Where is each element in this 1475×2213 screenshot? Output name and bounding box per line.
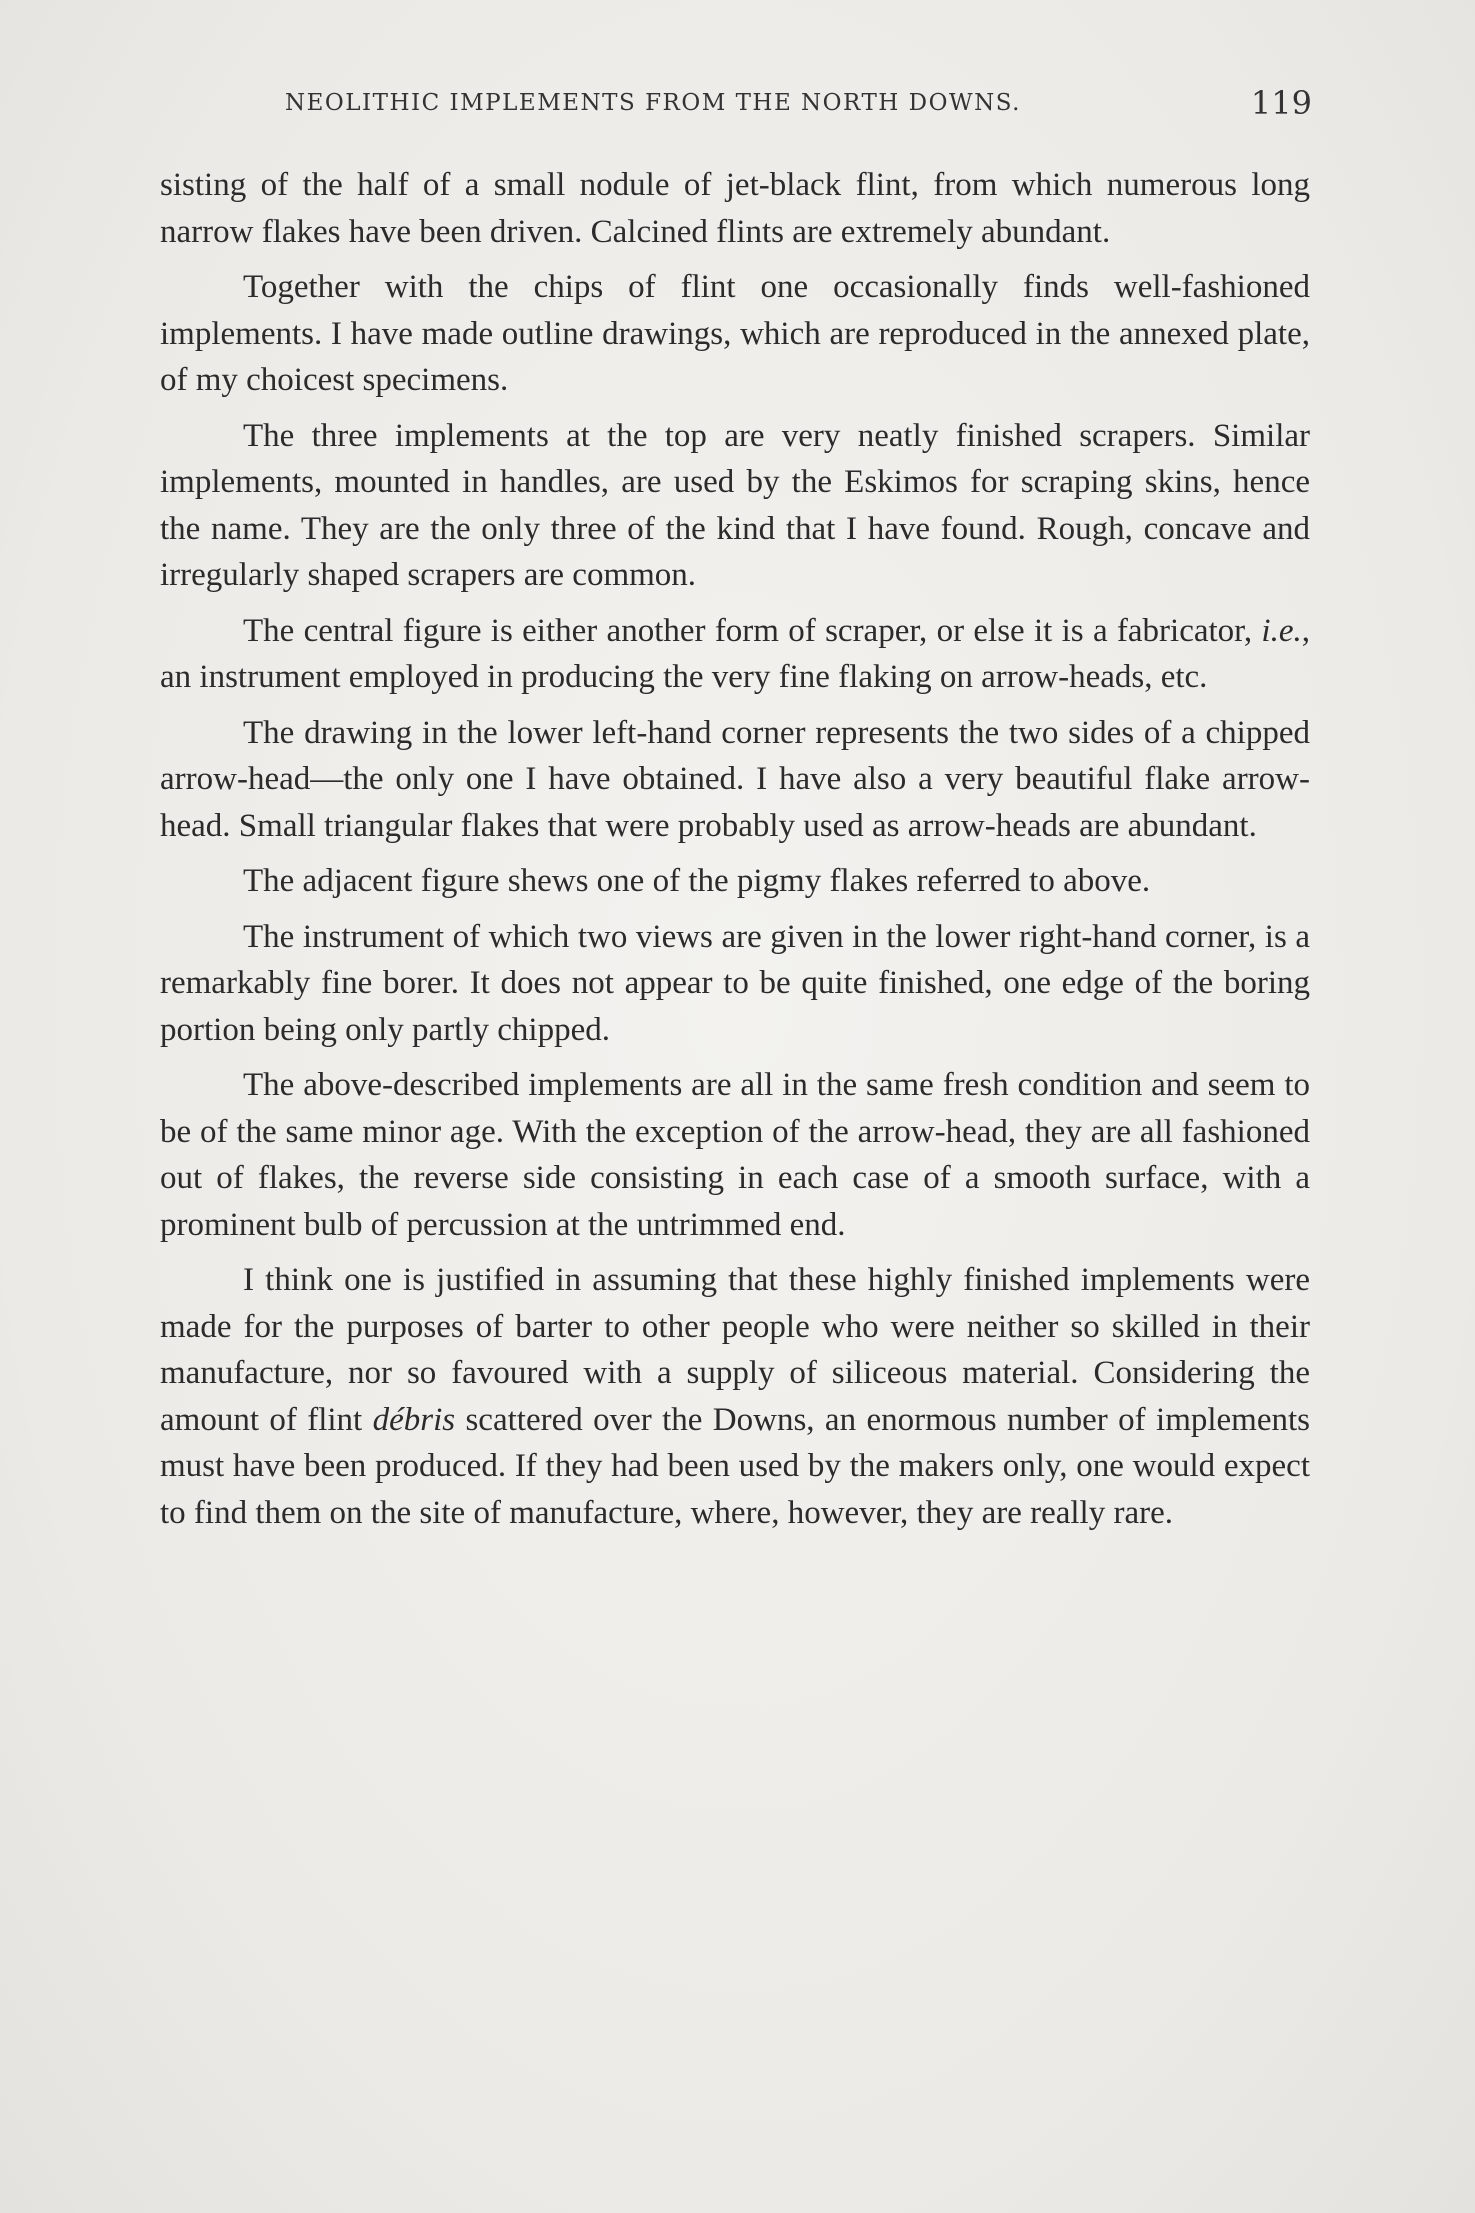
paragraph-8: The above-described implements are all in the same fresh condition and seem to be of the same minor age. With the exception of the arrow-head, they are all fashioned out of flakes, the reverse side consisting in each case of a smooth surface, with a prominent bulb of percussion at the untrimmed end. <box>160 1067 1310 1243</box>
paragraph-9-text-a: I think one is justified in assuming that these highly finished implements were made for the purposes of barter to other people who were neither so skilled in their manufacture, nor so favoured with a supply of siliceous material. Considering the amount of flint <box>160 1262 1310 1438</box>
paragraph-7: The instrument of which two views are given in the lower right-hand corner, is a remarkably fine borer. It does not appear to be quite finished, one edge of the boring portion being only partly chipped. <box>160 918 1310 1048</box>
paragraph-9-text-b: scattered over the Downs, an enormous number of implements must have been produced. If they had been used by the makers only, one would expect to find them on the site of manufacture, where, however, they are really rare. <box>160 1401 1310 1531</box>
body-text <box>160 162 1310 1545</box>
paragraph-1: sisting of the half of a small nodule of jet-black flint, from which numerous long narrow flakes have been driven. Calcined flints are extremely abundant. <box>160 167 1310 250</box>
paragraph-4-text-b: , an instrument employed in producing the very fine flaking on arrow-heads, etc. <box>160 612 1310 695</box>
paragraph-2: Together with the chips of flint one occasionally finds well-fashioned implements. I have made outline drawings, which are reproduced in the annexed plate, of my choicest specimens. <box>160 269 1310 398</box>
page-header <box>160 84 1320 128</box>
paragraph-6: The adjacent figure shews one of the pigmy flakes referred to above. <box>243 863 1151 899</box>
paragraph-3: The three implements at the top are very neatly finished scrapers. Similar implements, mounted in handles, are used by the Eskimos for scraping skins, hence the name. They are the only three of the kind that I have found. Rough, concave and irregularly shaped scrapers are common. <box>160 417 1310 593</box>
italic-debris: débris <box>372 1401 456 1438</box>
paragraph-4 <box>160 608 1310 701</box>
page-number: 119 <box>1250 84 1312 122</box>
paragraph-4-text-a: The central figure is either another form of scraper, or else it is a fabricator, <box>243 612 1262 649</box>
paragraph-9 <box>160 1257 1310 1536</box>
italic-ie: i.e. <box>1261 612 1302 649</box>
running-head: NEOLITHIC IMPLEMENTS FROM THE NORTH DOWNS. <box>285 90 1021 116</box>
paragraph-5: The drawing in the lower left-hand corner represents the two sides of a chipped arrow-head—the only one I have obtained. I have also a very beautiful flake arrow-head. Small triangular flakes that were probably used as arrow-heads are abundant. <box>160 714 1310 844</box>
